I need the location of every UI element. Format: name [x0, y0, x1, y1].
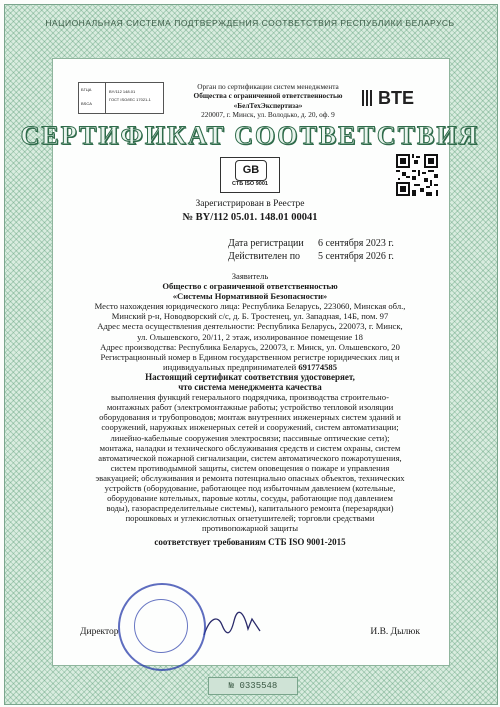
statement-line-1: Настоящий сертификат соответствия удостоверяет, [145, 371, 355, 382]
scope-line: монтажных работ (электромонтажные работы; устройство тепловой изоляции [106, 402, 394, 413]
system-title: НАЦИОНАЛЬНАЯ СИСТЕМА ПОДТВЕРЖДЕНИЯ СООТВЕТСТВИЯ РЕСПУБЛИКИ БЕЛАРУСЬ [45, 18, 455, 28]
director-name: И.В. Дылюк [370, 627, 420, 637]
conformity-mark-icon: GB [235, 160, 267, 181]
scope-line: автоматической пожарной сигнализации, систем автоматического пожаротушения, [98, 452, 402, 463]
accreditation-mark [78, 82, 164, 114]
reg-date-value: 6 сентября 2023 г. [318, 238, 394, 249]
reg-date-label: Дата регистрации [228, 238, 304, 249]
registry-line-2 [60, 362, 440, 372]
scope-line: выполнения функций генерального подрядчика, производства строительно- [111, 392, 389, 403]
legal-address-1: Место нахождения юридического лица: Республика Беларусь, 223060, Минская обл., [94, 301, 406, 312]
registered-label: Зарегистрирован в Реестре [195, 199, 305, 209]
director-label: Директор [80, 627, 119, 637]
legal-address-2: Минский р-н, Новодворский с/с, д. Б. Тростенец, ул. Западная, 14Б, пом. 97 [111, 311, 389, 322]
bte-logo-icon [362, 90, 374, 106]
qr-code-icon [396, 154, 438, 196]
scope-line: противопожарной защиты [201, 523, 299, 534]
scope-line: монтажа, наладки и технического обслуживания средств и систем охраны, систем [99, 442, 401, 453]
standard-mark-caption: СТБ ISO 9001 [232, 181, 268, 187]
conformity-mark-logo [220, 157, 280, 193]
certificate-body [60, 271, 440, 548]
registry-line-1: Регистрационный номер в Едином государственном регистре юридических лиц и [100, 351, 400, 362]
registration-number: № BY/112 05.01. 148.01 00041 [182, 212, 318, 223]
scope-line: сооружений, наружных инженерных сетей и сооружений, систем автоматизации; [101, 422, 399, 433]
signature-icon [200, 611, 270, 641]
valid-until-value: 5 сентября 2026 г. [318, 251, 394, 262]
activity-address-2: ул. Ольшевского, 20/11, 2 этаж, изолированное помещение 18 [137, 331, 363, 342]
scope-line: воды), газораспределительные системы), капитального ремонта (перезарядки) [106, 503, 394, 514]
certificate-dates [228, 237, 394, 263]
conformity-statement: соответствует требованиям СТБ ISO 9001-2015 [154, 537, 346, 548]
scope-line: оборудования и трубопроводов; монтаж внутренних инженерных систем зданий и [99, 412, 401, 423]
organ-line-3: «БелТехЭкспертиза» [233, 100, 303, 110]
organ-address: 220007, г. Минск, ул. Володько, д. 20, оф. 9 [201, 110, 335, 120]
scope-line: систем противодымной защиты, систем оповещения о пожаре и управления [110, 462, 390, 473]
scope-line: порошковых и углекислотных огнетушителей; торговли средствами [125, 513, 375, 524]
organ-line-2: Общества с ограниченной ответственностью [193, 91, 343, 101]
accreditation-standard: ГОСТ ISO/IEC 17021-1 [109, 97, 151, 102]
certificate-title: СЕРТИФИКАТ СООТВЕТСТВИЯ [20, 121, 480, 150]
production-address: Адрес производства: Республика Беларусь, 220073, г. Минск, ул. Ольшевского, 20 [100, 341, 400, 352]
scope-line: оборудование котельных, паровые котлы, сосуды, работающие под давлением [107, 493, 393, 504]
activity-address-1: Адрес места осуществления деятельности: Республика Беларусь, 220073, г. Минск, [97, 321, 403, 332]
registry-line-2-text: индивидуальных предпринимателей [162, 361, 297, 372]
company-stamp [118, 583, 206, 671]
registry-number: 691774585 [298, 361, 338, 372]
bte-logo-text: BTE [378, 88, 414, 108]
applicant-name-2: «Системы Нормативной Безопасности» [172, 291, 328, 302]
accreditation-left-top: БГЦА [81, 87, 92, 92]
valid-until-label: Действителен по [228, 251, 301, 262]
accreditation-left-bottom: BSCA [81, 101, 92, 106]
statement-line-2: что система менеджмента качества [178, 382, 322, 393]
applicant-label: Заявитель [231, 271, 269, 281]
applicant-name-1: Общество с ограниченной ответственностью [162, 281, 338, 292]
scope-line: линейно-кабельные сооружения электросвязи; пассивные оптические сети); [110, 432, 390, 443]
organ-line-1: Орган по сертификации систем менеджмента [197, 82, 339, 91]
scope-line: устройств (оборудование, работающее под избыточным давлением (котельные, [104, 482, 396, 493]
serial-number: № 0335548 [208, 677, 298, 695]
certification-body [176, 82, 360, 120]
scope-line: эвакуацией; обслуживания и ремонта потенциально опасных объектов, технических [95, 472, 405, 483]
accreditation-number: BY/112 148.01 [109, 89, 136, 94]
